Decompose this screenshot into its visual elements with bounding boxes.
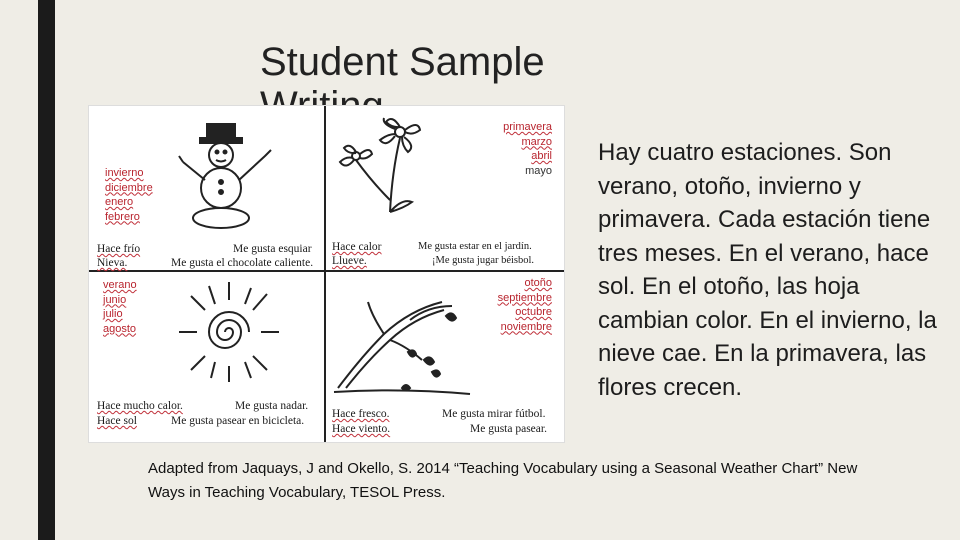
winter-like-1: Me gusta esquiar: [233, 243, 312, 255]
summer-weather-1: Hace mucho calor.: [97, 400, 183, 412]
spring-month: marzo: [521, 135, 552, 148]
spring-weather-1: Hace calor: [332, 241, 382, 253]
autumn-panel: [326, 272, 564, 442]
autumn-tree-drawing: [332, 276, 472, 406]
spring-month: abril: [531, 150, 552, 162]
autumn-like-1: Me gusta mirar fútbol.: [442, 408, 546, 420]
summer-like-2: Me gusta pasear en bicicleta.: [171, 415, 305, 427]
body-paragraph: Hay cuatro estaciones. Son verano, otoño, invierno y primavera. Cada estación tiene tres meses. En el verano, hace sol. En el otoño, las hoja cambian color. En el invierno, la nieve cae. En la primavera, las flores crecen.: [598, 139, 937, 401]
winter-month: diciembre: [105, 181, 153, 194]
spring-months: [503, 120, 552, 178]
autumn-month: septiembre: [497, 291, 552, 304]
winter-like-2: Me gusta el chocolate caliente.: [171, 257, 314, 269]
winter-month: febrero: [105, 210, 140, 223]
autumn-weather-1: Hace fresco.: [332, 408, 390, 420]
slide-title: Student Sample: [260, 40, 545, 84]
left-accent-bar: [38, 0, 55, 540]
summer-panel: [89, 272, 324, 442]
seasonal-weather-chart-image: [89, 106, 564, 442]
spring-month: primavera: [503, 121, 552, 133]
autumn-month: otoño: [524, 277, 552, 289]
winter-panel: [89, 106, 324, 270]
summer-month: verano: [103, 279, 137, 291]
winter-months: [105, 166, 153, 224]
winter-month: enero: [105, 196, 134, 208]
citation-text: Adapted from Jaquays, J and Okello, S. 2014 “Teaching Vocabulary using a Seasonal Weather Chart” New Ways in Teaching Vocabulary, TESOL Press.: [148, 460, 858, 501]
autumn-month: noviembre: [500, 320, 552, 333]
spring-month: mayo: [525, 164, 552, 177]
summer-like-1: Me gusta nadar.: [235, 400, 309, 412]
winter-weather-2: Nieva.: [97, 257, 128, 269]
sun-drawing: [169, 276, 289, 386]
autumn-months: [498, 276, 552, 334]
winter-month: invierno: [105, 167, 144, 179]
summer-month: julio: [103, 308, 123, 320]
spring-panel: [326, 106, 564, 270]
summer-months: [103, 278, 137, 336]
autumn-month: octubre: [515, 306, 552, 318]
autumn-weather-2: Hace viento.: [332, 423, 391, 435]
summer-month: agosto: [103, 322, 137, 335]
snowman-drawing: [175, 110, 295, 230]
spring-like-2: ¡Me gusta jugar béisbol.: [432, 255, 535, 266]
flower-drawing: [332, 112, 432, 232]
summer-month: junio: [103, 293, 127, 306]
winter-weather-1: Hace frío: [97, 243, 141, 255]
summer-weather-2: Hace sol: [97, 415, 137, 427]
spring-weather-2: Llueve.: [332, 255, 367, 267]
spring-like-1: Me gusta estar en el jardín.: [418, 241, 532, 252]
autumn-like-2: Me gusta pasear.: [470, 423, 547, 435]
